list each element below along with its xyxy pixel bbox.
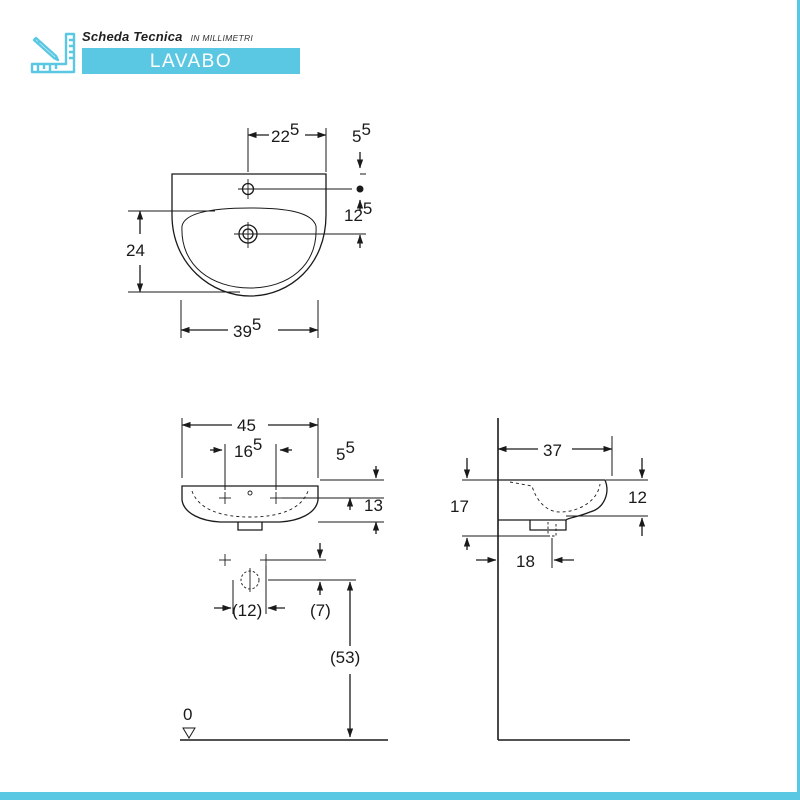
side-view-labels [450, 441, 647, 571]
dim-waste-spacing: (12) [232, 601, 263, 620]
waste-stub-front [238, 522, 262, 530]
tap-hole-top [238, 179, 258, 199]
bowl-hidden-side [510, 482, 600, 512]
floor-level-label: 0 [183, 705, 193, 724]
document-title: Scheda Tecnica [82, 29, 183, 44]
basin-bowl-top [182, 208, 316, 288]
dim-mount-height: (53) [330, 648, 361, 667]
dim-side-bowl-height: 12 [628, 488, 647, 507]
dim-waste-offset: (7) [310, 601, 331, 620]
product-label: LAVABO [82, 48, 300, 74]
basin-outline-side [498, 480, 607, 520]
dim-overall-width: 395 [233, 315, 262, 341]
dim-edge-to-tap: 55 [352, 120, 371, 146]
top-view-labels [126, 120, 372, 341]
dim-front-height: 13 [364, 496, 383, 515]
dim-side-projection: 37 [543, 441, 562, 460]
dim-top-offset: 55 [336, 438, 355, 464]
side-view [462, 418, 648, 740]
drain-top [234, 222, 262, 248]
front-view [180, 418, 388, 740]
front-view-labels [183, 416, 383, 724]
dim-tap-offset: 225 [271, 120, 300, 146]
dim-waste-distance: 18 [516, 552, 535, 571]
footer-accent-band [0, 792, 800, 800]
dim-fixing-spacing: 165 [234, 435, 263, 461]
basin-outline-top [172, 174, 326, 296]
dim-side-total-height: 17 [450, 497, 469, 516]
units-note: IN MILLIMETRI [190, 33, 254, 43]
dim-front-width: 45 [237, 416, 256, 435]
dim-bowl-depth: 24 [126, 241, 145, 260]
dim-tap-to-drain: 125 [344, 199, 373, 225]
top-view [128, 128, 366, 338]
